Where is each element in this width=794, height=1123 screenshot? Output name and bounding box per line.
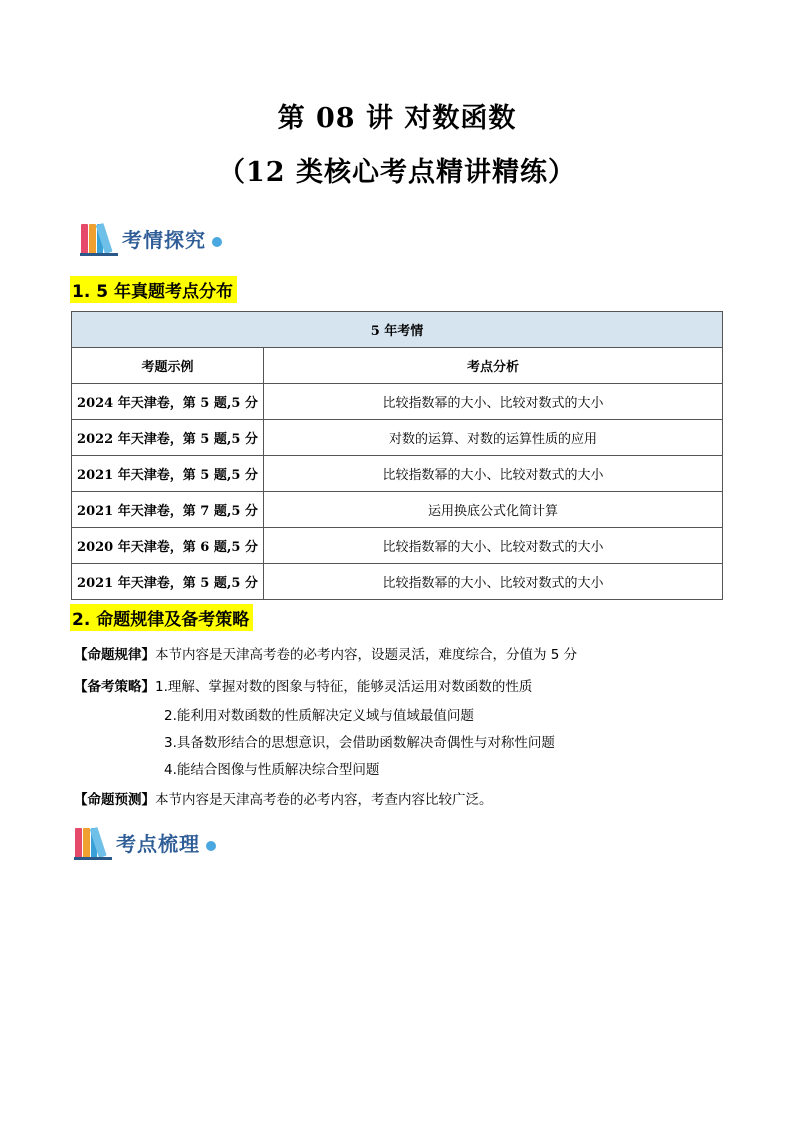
rule-paragraph [74, 643, 577, 663]
table-cell: 2021 年天津卷，第 7 题,5 分 [72, 492, 264, 528]
table-cell: 比较指数幂的大小、比较对数式的大小 [264, 384, 723, 420]
strategy-item: 3.具备数形结合的思想意识，会借助函数解决奇偶性与对称性问题 [164, 735, 555, 751]
table-caption: 5 年考情 [72, 312, 723, 348]
page-title: 第 08 讲 对数函数 [277, 103, 517, 134]
exam-table [71, 311, 723, 600]
strategy-paragraph [74, 675, 532, 695]
table-cell: 运用换底公式化简计算 [264, 492, 723, 528]
rule-label: 【命题规律】 [74, 647, 155, 663]
column-header: 考点分析 [264, 348, 723, 384]
table-cell: 2021 年天津卷，第 5 题,5 分 [72, 456, 264, 492]
strategy-item: 1.理解、掌握对数的图象与特征，能够灵活运用对数函数的性质 [155, 679, 533, 695]
strategy-item: 2.能利用对数函数的性质解决定义域与值域最值问题 [164, 708, 474, 724]
table-row [72, 384, 723, 420]
books-icon [80, 220, 120, 256]
dot-icon [212, 237, 222, 247]
strategy-item: 4.能结合图像与性质解决综合型问题 [164, 762, 380, 778]
table-row [72, 528, 723, 564]
rule-text: 本节内容是天津高考卷的必考内容，设题灵活，难度综合，分值为 5 分 [155, 647, 578, 663]
table-cell: 比较指数幂的大小、比较对数式的大小 [264, 528, 723, 564]
column-header: 考题示例 [72, 348, 264, 384]
section-label: 考点梳理 [116, 831, 200, 856]
table-row [72, 420, 723, 456]
predict-paragraph [74, 788, 493, 808]
table-cell: 2021 年天津卷，第 5 题,5 分 [72, 564, 264, 600]
table-row [72, 564, 723, 600]
table-cell: 2024 年天津卷，第 5 题,5 分 [72, 384, 264, 420]
subheading-distribution: 1. 5 年真题考点分布 [70, 276, 237, 303]
books-icon [74, 824, 114, 860]
section-header-kaodian [74, 822, 216, 862]
subheading-strategy: 2. 命题规律及备考策略 [70, 604, 253, 631]
table-cell: 2022 年天津卷，第 5 题,5 分 [72, 420, 264, 456]
table-cell: 比较指数幂的大小、比较对数式的大小 [264, 564, 723, 600]
predict-label: 【命题预测】 [74, 792, 155, 808]
table-row [72, 456, 723, 492]
table-row [72, 492, 723, 528]
strategy-label: 【备考策略】 [74, 679, 155, 695]
dot-icon [206, 841, 216, 851]
section-label: 考情探究 [122, 227, 206, 252]
table-cell: 比较指数幂的大小、比较对数式的大小 [264, 456, 723, 492]
page-subtitle: （12 类核心考点精讲精练） [218, 157, 576, 188]
table-cell: 2020 年天津卷，第 6 题,5 分 [72, 528, 264, 564]
section-header-kaoqing [80, 218, 222, 258]
table-cell: 对数的运算、对数的运算性质的应用 [264, 420, 723, 456]
predict-text: 本节内容是天津高考卷的必考内容，考查内容比较广泛。 [155, 792, 493, 808]
